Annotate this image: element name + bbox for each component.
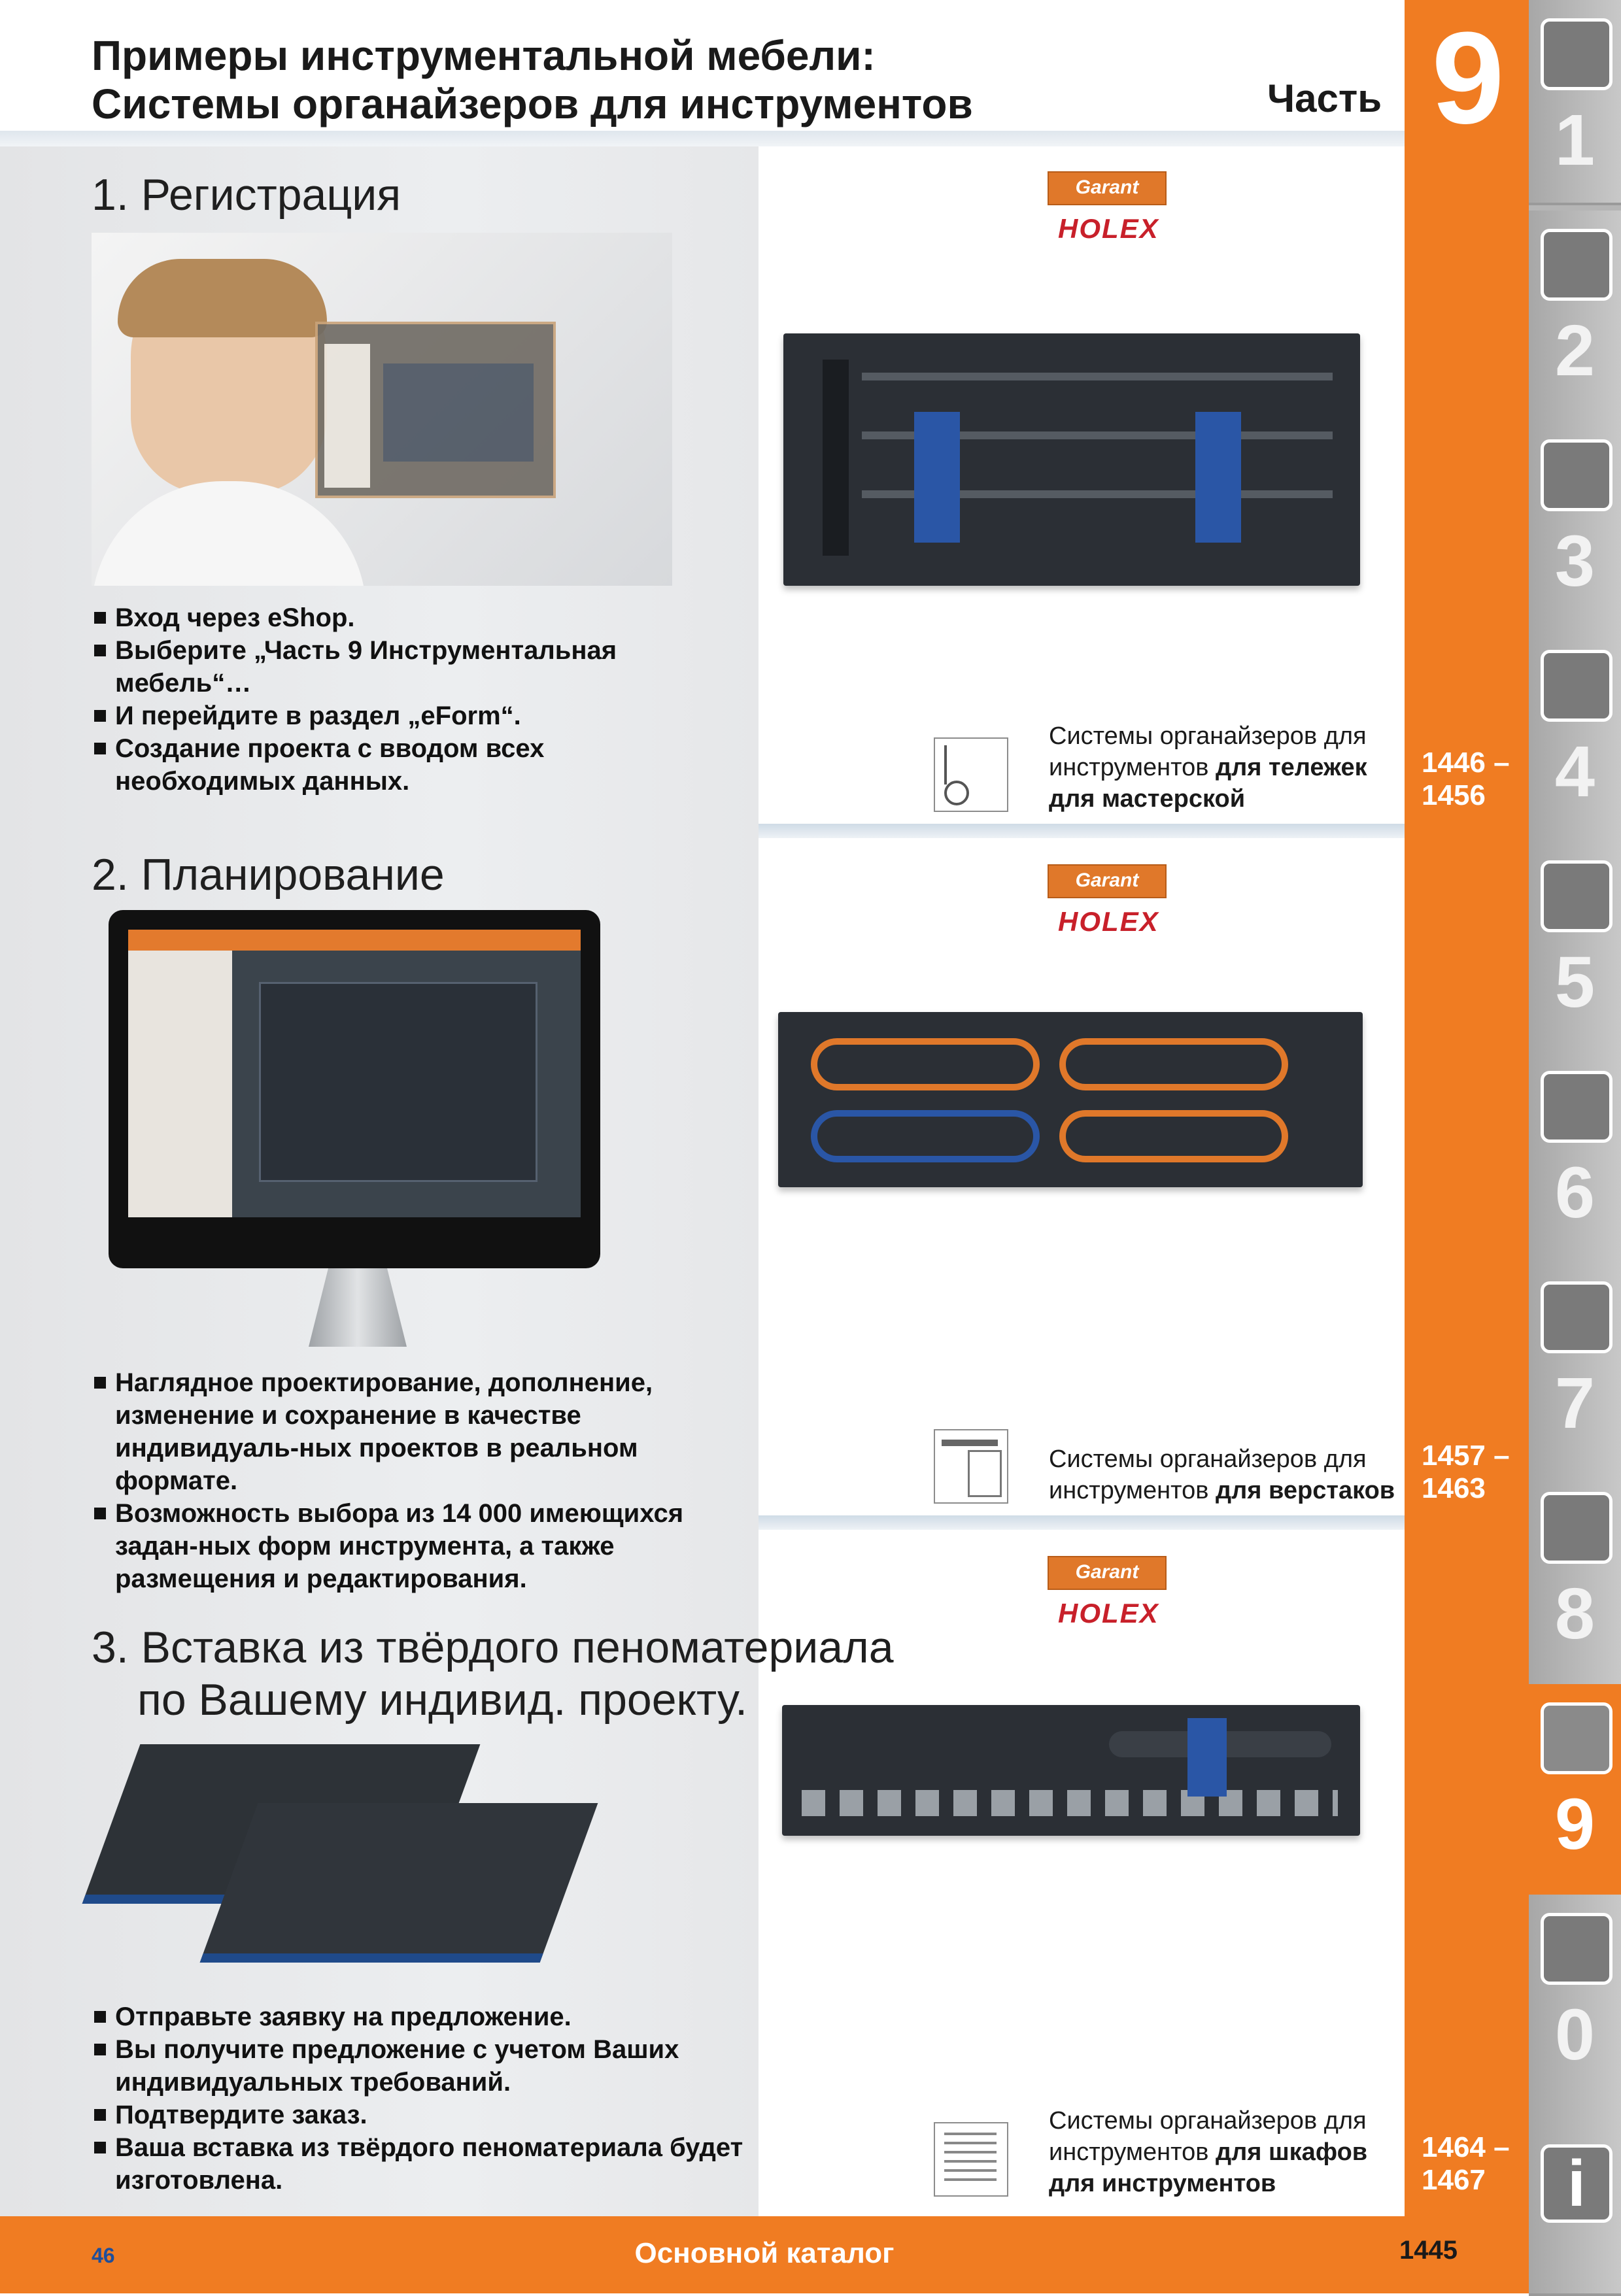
page-range-workbench: 1457 – 1463 xyxy=(1422,1440,1510,1504)
cabinet-icon xyxy=(934,2122,1008,2197)
foam-inserts-photo xyxy=(98,1731,556,1967)
insert-icon xyxy=(1541,229,1612,301)
virtual-screen xyxy=(315,322,556,498)
holex-logo: HOLEX xyxy=(1058,906,1159,937)
page-number: 1445 xyxy=(1399,2236,1458,2265)
page-title xyxy=(92,31,973,128)
hammer-pliers-icon xyxy=(1541,1281,1612,1353)
section-title-foam-line2: по Вашему индивид. проекту. xyxy=(137,1675,748,1725)
pliers-tray-photo xyxy=(778,1012,1363,1187)
product-divider xyxy=(759,824,1405,838)
list-item: Создание проекта с вводом всех необходимых данных. xyxy=(92,732,612,798)
header-divider xyxy=(0,131,1406,146)
screwdriver-tray-photo xyxy=(783,333,1360,586)
tab-info[interactable] xyxy=(1529,2105,1621,2296)
section-title-planning: 2. Планирование xyxy=(92,850,445,900)
list-item: Подтвердите заказ. xyxy=(92,2099,752,2131)
foam-bullets xyxy=(92,2001,752,2197)
tab-6[interactable]: 6 xyxy=(1529,1053,1621,1266)
info-icon: i xyxy=(1541,2144,1612,2223)
section-title-registration: 1. Регистрация xyxy=(92,170,401,220)
list-item: Возможность выбора из 14 000 имеющихся задан-ных форм инструмента, а также размещения и редактирования. xyxy=(92,1497,752,1595)
grinding-disc-icon xyxy=(1541,860,1612,932)
section-title-foam-line1: 3. Вставка из твёрдого пеноматериала xyxy=(92,1623,894,1672)
trolley-icon xyxy=(934,737,1008,812)
registration-bullets xyxy=(92,601,745,798)
caliper-icon xyxy=(1541,650,1612,722)
page-title-line2: Системы органайзеров для инструментов xyxy=(92,80,973,127)
monitor-screen xyxy=(128,930,581,1217)
page-range-cabinet: 1464 – 1467 xyxy=(1422,2131,1510,2196)
cabinet-icon xyxy=(1541,1702,1612,1774)
tab-9[interactable]: 9 xyxy=(1529,1684,1621,1897)
garant-logo: Garant xyxy=(1048,1556,1167,1590)
workbench-icon xyxy=(934,1429,1008,1504)
list-item: Ваша вставка из твёрдого пеноматериала будет изготовлена. xyxy=(92,2131,769,2197)
list-item: И перейдите в раздел „eForm“. xyxy=(92,700,745,732)
tab-4[interactable]: 4 xyxy=(1529,632,1621,845)
page-range-trolley: 1446 – 1456 xyxy=(1422,747,1510,811)
product-caption-cabinet: Системы органайзеров для инструментов для шкафов для инструментов xyxy=(1049,2107,1368,2197)
tab-8[interactable]: 8 xyxy=(1529,1474,1621,1687)
drill-icon xyxy=(1541,18,1612,90)
product-caption-workbench: Системы органайзеров для инструментов для верстаков xyxy=(1049,1445,1395,1504)
list-item: Вы получите предложение с учетом Ваших индивидуальных требований. xyxy=(92,2033,717,2099)
registration-photo xyxy=(92,233,672,586)
product-caption-trolley: Системы органайзеров для инструментов для тележек для мастерской xyxy=(1049,722,1367,813)
tab-5[interactable]: 5 xyxy=(1529,842,1621,1055)
garant-logo: Garant xyxy=(1048,171,1167,205)
list-item: Отправьте заявку на предложение. xyxy=(92,2001,752,2033)
tab-1[interactable]: 1 xyxy=(1529,0,1621,205)
list-item: Вход через eShop. xyxy=(92,601,745,634)
tab-3[interactable]: 3 xyxy=(1529,421,1621,634)
holex-logo: HOLEX xyxy=(1058,1598,1159,1629)
safety-goggles-icon xyxy=(1541,1913,1612,1985)
person-hair xyxy=(118,259,327,337)
planning-bullets xyxy=(92,1366,752,1595)
tab-0[interactable]: 0 xyxy=(1529,1895,1621,2108)
holex-logo: HOLEX xyxy=(1058,213,1159,244)
part-number: 9 xyxy=(1431,5,1505,151)
part-label: Часть xyxy=(1267,76,1382,120)
footer-catalog-name: Основной каталог xyxy=(634,2237,895,2269)
tab-7[interactable]: 7 xyxy=(1529,1263,1621,1476)
monitor xyxy=(109,910,600,1268)
product-divider xyxy=(759,1515,1405,1530)
list-item: Выберите „Часть 9 Инструментальная мебель“… xyxy=(92,634,745,700)
list-item: Наглядное проектирование, дополнение, изменение и сохранение в качестве индивидуаль-ных проектов в реальном формате. xyxy=(92,1366,752,1497)
socket-tray-photo xyxy=(782,1705,1360,1836)
footer-left-number: 46 xyxy=(92,2244,115,2267)
page-title-line1: Примеры инструментальной мебели: xyxy=(92,32,876,79)
orange-column xyxy=(1405,0,1529,2216)
garant-logo: Garant xyxy=(1048,864,1167,898)
wrench-screwdriver-icon xyxy=(1541,1071,1612,1143)
section-title-foam-insert xyxy=(92,1621,894,1726)
tab-2[interactable]: 2 xyxy=(1529,211,1621,424)
workshop-tools-icon xyxy=(1541,1492,1612,1564)
chuck-icon xyxy=(1541,439,1612,511)
